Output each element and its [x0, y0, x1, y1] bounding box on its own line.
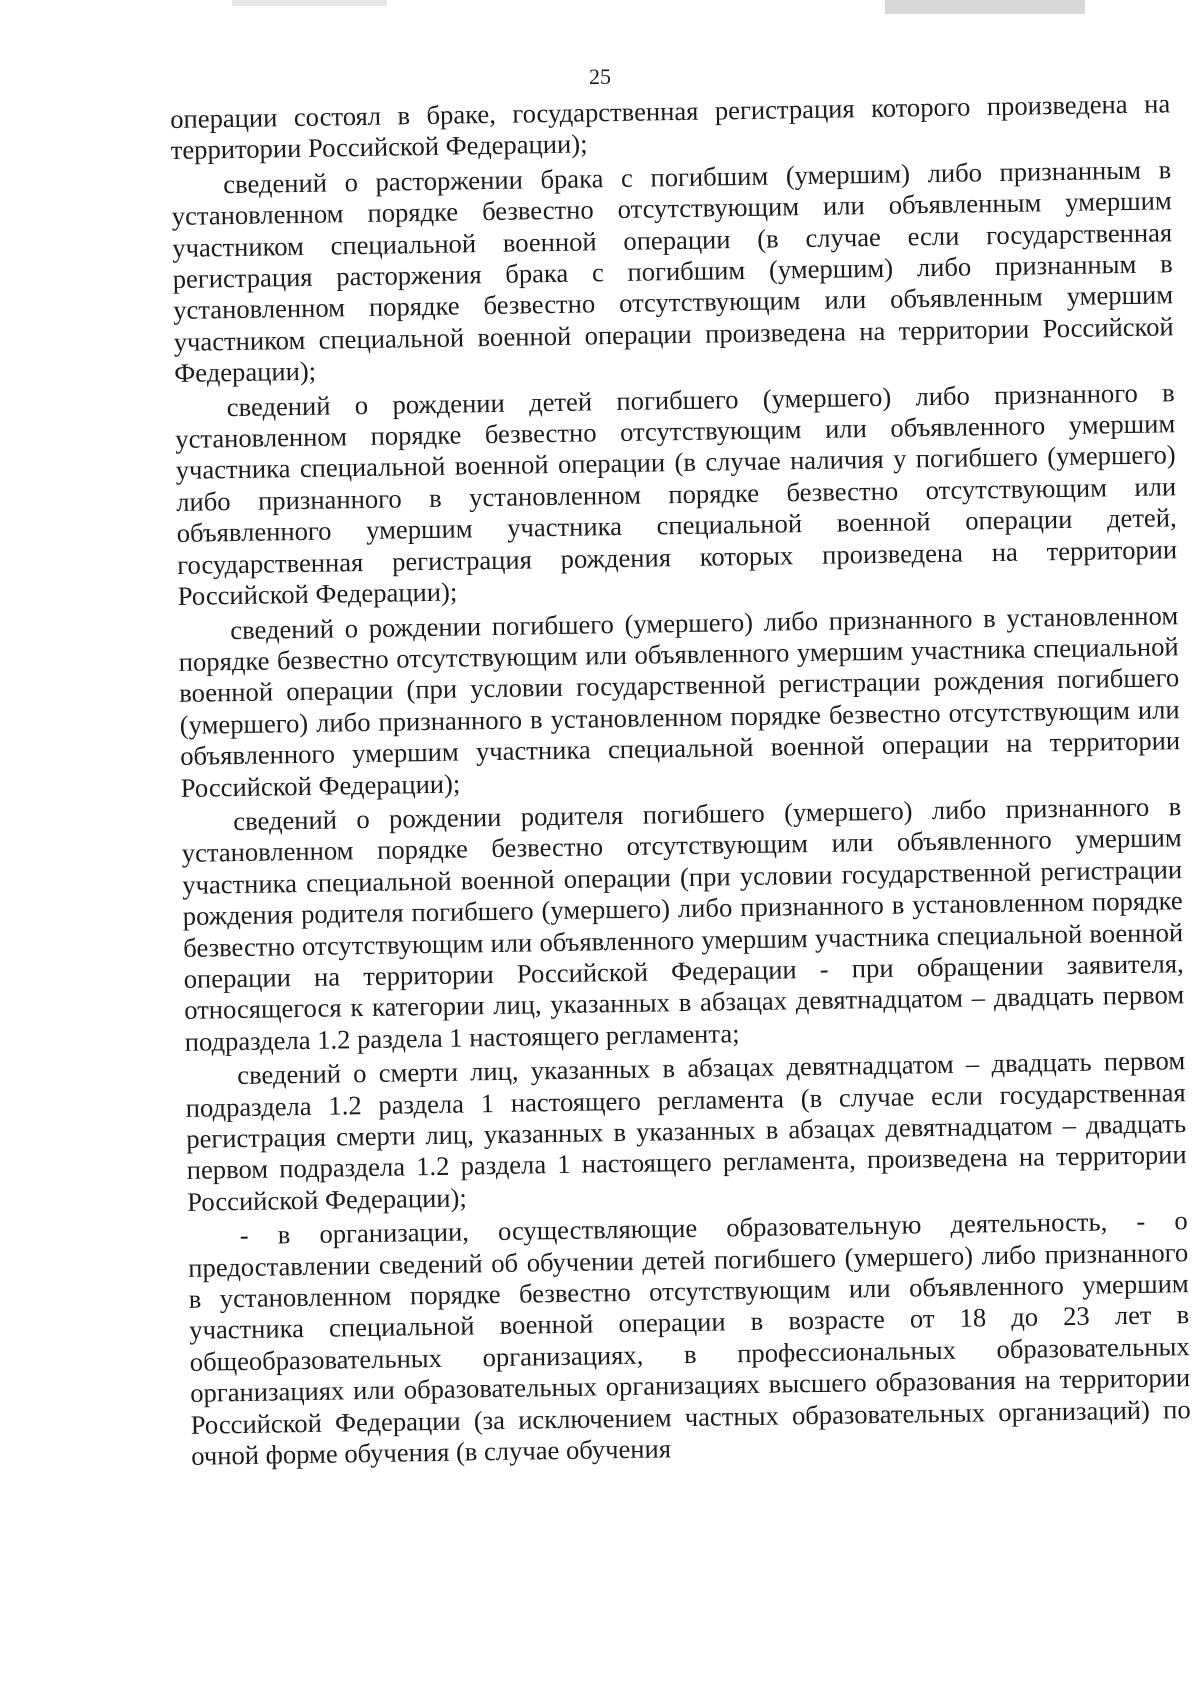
paragraph: операции состоял в браке, государственная регистрация которого произведена на территории Российской Федерации);	[170, 88, 1171, 166]
page-number: 25	[589, 64, 611, 89]
paragraph: сведений о смерти лиц, указанных в абзацах девятнадцатом – двадцать первом подраздела 1.2 раздела 1 настоящего регламента (в случае если государственная регистрация смерти лиц, указанных в указанных в абзацах девятнадцатом – двадцать первом подраздела 1.2 раздела 1 настоящего регламента, произведена на территории Российской Федерации);	[185, 1045, 1187, 1217]
paragraph: сведений о рождении детей погибшего (умершего) либо признанного в установленном порядке безвестно отсутствующим или объявленного умершим участника специальной военной операции (в случае наличия у погибшего (умершего) либо признанного в установленном порядке безвестно отсутствующим или объявленного умершим участника специальной военной операции детей, государственная регистрация рождения которых произведена на территории Российской Федерации);	[175, 376, 1178, 612]
paragraph: - в организации, осуществляющие образовательную деятельность, - о предоставлении сведений об обучении детей погибшего (умершего) либо признанного в установленном порядке безвестно отсутствующим или объявленного умершим участника специальной военной операции в возрасте от 18 до 23 лет в общеобразовательных организациях, в профессиональных образовательных организациях или образовательных организациях высшего образования на территории Российской Федерации (за исключением частных образовательных организаций) по очной форме обучения (в случае обучения	[188, 1205, 1191, 1471]
scan-artifact	[885, 0, 1085, 14]
paragraph: сведений о расторжении брака с погибшим (умершим) либо признанным в установленном порядке безвестно отсутствующим или объявленным умершим участником специальной военной операции (в случае если государственная регистрация расторжения брака с погибшим (умершим) либо признанным в установленном порядке безвестно отсутствующим или объявленным умершим участником специальной военной операции произведена на территории Российской Федерации);	[171, 154, 1174, 389]
paragraph: сведений о рождении погибшего (умершего) либо признанного в установленном порядке безвестно отсутствующим или объявленного умершим участника специальной военной операции (при условии государственной регистрации рождения погибшего (умершего) либо признанного в установленном порядке безвестно отсутствующим или объявленного умершим участника специальной военной операции на территории Российской Федерации);	[178, 599, 1181, 803]
scan-artifact	[232, 0, 387, 6]
paragraph: сведений о рождении родителя погибшего (умершего) либо признанного в установленном порядке безвестно отсутствующим или объявленного умершим участника специальной военной операции (при условии государственной регистрации рождения родителя погибшего (умершего) либо признанного в установленном порядке безвестно отсутствующим или объявленного умершим участника специальной военной операции на территории Российской Федерации - при обращении заявителя, относящегося к категории лиц, указанных в абзацах девятнадцатом – двадцать первом подраздела 1.2 раздела 1 настоящего регламента;	[181, 791, 1185, 1057]
document-body	[170, 88, 1191, 1475]
